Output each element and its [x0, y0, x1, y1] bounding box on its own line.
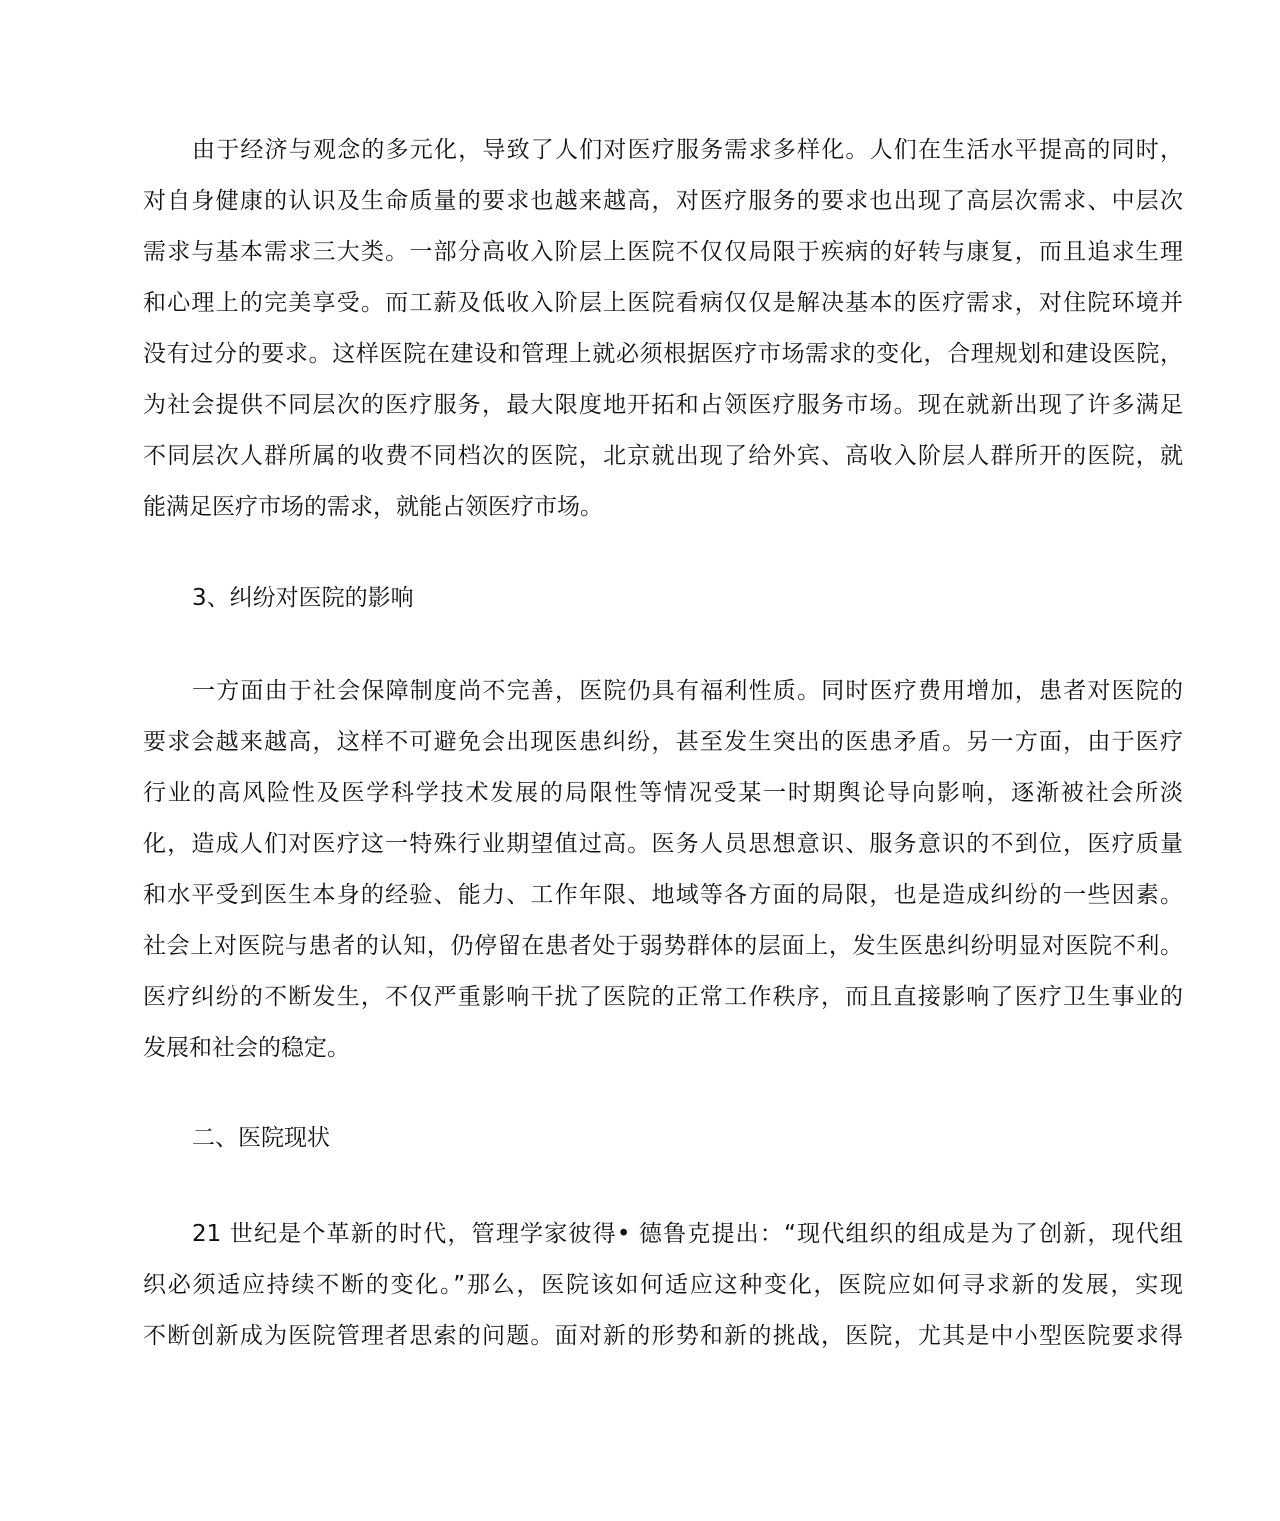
text-line: 为社会提供不同层次的医疗服务，最大限度地开拓和占领医疗服务市场。现在就新出现了许多满足 [143, 392, 1183, 418]
paragraph-market-demand [143, 125, 1183, 533]
text-line: 社会上对医院与患者的认知，仍停留在患者处于弱势群体的层面上，发生医患纠纷明显对医院不利。 [143, 933, 1183, 959]
text-line: 不同层次人群所属的收费不同档次的医院，北京就出现了给外宾、高收入阶层人群所开的医院，就 [143, 443, 1183, 469]
text-line: 一方面由于社会保障制度尚不完善，医院仍具有福利性质。同时医疗费用增加，患者对医院的 [192, 678, 1183, 704]
section-heading-disputes: 3、纠纷对医院的影响 [192, 585, 414, 611]
text-line: 需求与基本需求三大类。一部分高收入阶层上医院不仅仅局限于疾病的好转与康复，而且追求生理 [143, 239, 1183, 265]
text-line: 化，造成人们对医疗这一特殊行业期望值过高。医务人员思想意识、服务意识的不到位，医疗质量 [143, 831, 1183, 857]
text-line: 要求会越来越高，这样不可避免会出现医患纠纷，甚至发生突出的医患矛盾。另一方面，由于医疗 [143, 729, 1183, 755]
text-line: 行业的高风险性及医学科学技术发展的局限性等情况受某一时期舆论导向影响，逐渐被社会所淡 [143, 780, 1183, 806]
paragraph-disputes [143, 666, 1183, 1074]
text-line: 21 世纪是个革新的时代，管理学家彼得• 德鲁克提出：“现代组织的组成是为了创新，现代组 [192, 1221, 1183, 1247]
section-heading-hospital-status: 二、医院现状 [192, 1125, 330, 1151]
text-line: 不断创新成为医院管理者思索的问题。面对新的形势和新的挑战，医院，尤其是中小型医院要求得 [143, 1323, 1183, 1349]
text-line: 能满足医疗市场的需求，就能占领医疗市场。 [143, 494, 603, 520]
text-line: 发展和社会的稳定。 [143, 1035, 350, 1061]
text-line: 由于经济与观念的多元化，导致了人们对医疗服务需求多样化。人们在生活水平提高的同时， [192, 137, 1183, 163]
text-line: 对自身健康的认识及生命质量的要求也越来越高，对医疗服务的要求也出现了高层次需求、中层次 [143, 188, 1183, 214]
text-line: 没有过分的要求。这样医院在建设和管理上就必须根据医疗市场需求的变化，合理规划和建设医院， [143, 341, 1183, 367]
text-line: 医疗纠纷的不断发生，不仅严重影响干扰了医院的正常工作秩序，而且直接影响了医疗卫生事业的 [143, 984, 1183, 1010]
paragraph-hospital-status [143, 1209, 1183, 1362]
text-line: 织必须适应持续不断的变化。”那么，医院该如何适应这种变化，医院应如何寻求新的发展，实现 [143, 1272, 1183, 1298]
text-line: 和心理上的完美享受。而工薪及低收入阶层上医院看病仅仅是解决基本的医疗需求，对住院环境并 [143, 290, 1183, 316]
text-line: 和水平受到医生本身的经验、能力、工作年限、地域等各方面的局限，也是造成纠纷的一些因素。 [143, 882, 1183, 908]
